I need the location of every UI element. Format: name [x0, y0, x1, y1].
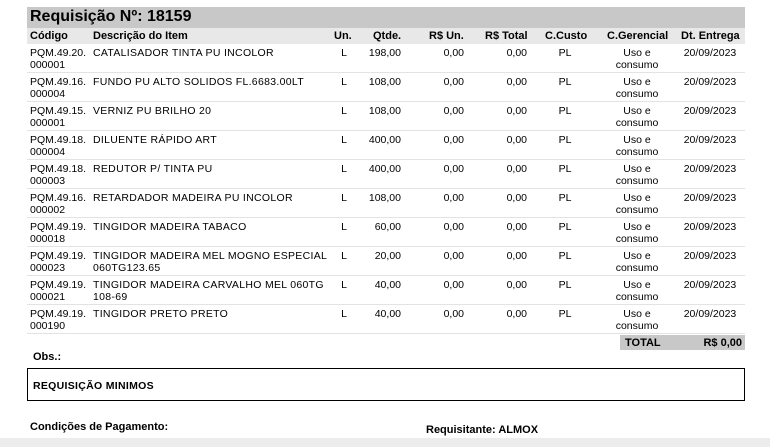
- cell-qtde: 40,00: [374, 279, 401, 291]
- cell-qtde: 108,00: [368, 76, 401, 88]
- cell-descricao: CATALISADOR TINTA PU INCOLOR: [93, 47, 274, 59]
- obs-box: [27, 368, 745, 401]
- cell-qtde: 400,00: [368, 134, 401, 146]
- cell-rs-total: 0,00: [506, 250, 527, 262]
- total-label: TOTAL: [625, 337, 661, 349]
- table-row: [27, 102, 745, 131]
- cell-un: L: [341, 105, 347, 117]
- table-row: [27, 44, 745, 73]
- cell-codigo: PQM.49.19.000190: [30, 308, 87, 332]
- cell-codigo: PQM.49.16.000004: [30, 76, 87, 100]
- cell-c-gerencial: Uso e consumo: [615, 192, 659, 216]
- cell-rs-total: 0,00: [506, 105, 527, 117]
- cell-c-gerencial: Uso e consumo: [615, 163, 659, 187]
- cell-c-gerencial: Uso e consumo: [615, 221, 659, 245]
- cell-c-gerencial: Uso e consumo: [615, 47, 659, 71]
- cell-rs-total: 0,00: [506, 192, 527, 204]
- cell-rs-total: 0,00: [506, 134, 527, 146]
- cell-un: L: [341, 134, 347, 146]
- cell-c-custo: PL: [558, 105, 572, 117]
- cell-un: L: [341, 279, 347, 291]
- cell-un: L: [341, 47, 347, 59]
- cell-c-custo: PL: [558, 163, 572, 175]
- cell-c-custo: PL: [558, 250, 572, 262]
- cell-descricao: TINGIDOR MADEIRA MEL MOGNO ESPECIAL 060TG123.65: [93, 250, 327, 274]
- cell-rs-total: 0,00: [506, 279, 527, 291]
- cell-un: L: [341, 163, 347, 175]
- col-header-dt-entrega: Dt. Entrega: [681, 30, 740, 42]
- cell-c-custo: PL: [558, 47, 572, 59]
- cell-rs-total: 0,00: [506, 221, 527, 233]
- cell-rs-un: 0,00: [443, 250, 464, 262]
- obs-text: REQUISIÇÃO MINIMOS: [33, 380, 154, 392]
- cell-codigo: PQM.49.18.000004: [30, 134, 87, 158]
- total-bar: [620, 335, 745, 350]
- cell-dt-entrega: 20/09/2023: [683, 47, 737, 59]
- cell-rs-un: 0,00: [443, 105, 464, 117]
- cell-codigo: PQM.49.15.000001: [30, 105, 87, 129]
- payment-conditions-label: Condições de Pagamento:: [30, 421, 169, 433]
- cell-rs-un: 0,00: [443, 47, 464, 59]
- cell-c-custo: PL: [558, 192, 572, 204]
- cell-dt-entrega: 20/09/2023: [683, 250, 737, 262]
- cell-c-gerencial: Uso e consumo: [615, 279, 659, 303]
- table-row: [27, 131, 745, 160]
- table-row: [27, 73, 745, 102]
- table-row: [27, 247, 745, 276]
- cell-codigo: PQM.49.18.000003: [30, 163, 87, 187]
- cell-dt-entrega: 20/09/2023: [683, 308, 737, 320]
- cell-qtde: 40,00: [374, 308, 401, 320]
- cell-descricao: FUNDO PU ALTO SOLIDOS FL.6683.00LT: [93, 76, 304, 88]
- cell-c-gerencial: Uso e consumo: [615, 134, 659, 158]
- cell-qtde: 400,00: [368, 163, 401, 175]
- bottom-strip: [0, 438, 770, 447]
- cell-c-custo: PL: [558, 76, 572, 88]
- cell-qtde: 20,00: [374, 250, 401, 262]
- cell-c-custo: PL: [558, 308, 572, 320]
- cell-dt-entrega: 20/09/2023: [683, 134, 737, 146]
- cell-un: L: [341, 221, 347, 233]
- cell-descricao: TINGIDOR MADEIRA TABACO: [93, 221, 247, 233]
- cell-rs-un: 0,00: [443, 221, 464, 233]
- col-header-codigo: Código: [30, 30, 68, 42]
- col-header-c-gerencial: C.Gerencial: [607, 30, 669, 42]
- cell-descricao: TINGIDOR PRETO PRETO: [93, 308, 229, 320]
- cell-codigo: PQM.49.20.000001: [30, 47, 87, 71]
- col-header-rs-total: R$ Total: [485, 30, 528, 42]
- cell-c-gerencial: Uso e consumo: [615, 250, 659, 274]
- requester: Requisitante: ALMOX: [426, 424, 539, 436]
- cell-c-gerencial: Uso e consumo: [615, 105, 659, 129]
- table-row: [27, 305, 745, 334]
- total-value: R$ 0,00: [703, 337, 742, 349]
- cell-rs-un: 0,00: [443, 279, 464, 291]
- cell-un: L: [341, 192, 347, 204]
- cell-dt-entrega: 20/09/2023: [683, 221, 737, 233]
- cell-rs-un: 0,00: [443, 192, 464, 204]
- cell-c-custo: PL: [558, 221, 572, 233]
- col-header-un: Un.: [334, 30, 352, 42]
- cell-qtde: 198,00: [368, 47, 401, 59]
- cell-un: L: [341, 76, 347, 88]
- table-row: [27, 189, 745, 218]
- cell-dt-entrega: 20/09/2023: [683, 105, 737, 117]
- cell-c-custo: PL: [558, 134, 572, 146]
- cell-rs-total: 0,00: [506, 47, 527, 59]
- page-title: Requisição Nº: 18159: [30, 8, 192, 25]
- table-header: [27, 28, 745, 44]
- cell-c-gerencial: Uso e consumo: [615, 308, 659, 332]
- cell-rs-total: 0,00: [506, 76, 527, 88]
- cell-c-custo: PL: [558, 279, 572, 291]
- cell-descricao: DILUENTE RÁPIDO ART: [93, 134, 217, 146]
- cell-qtde: 60,00: [374, 221, 401, 233]
- cell-dt-entrega: 20/09/2023: [683, 192, 737, 204]
- cell-rs-total: 0,00: [506, 308, 527, 320]
- col-header-descricao: Descrição do Item: [93, 30, 188, 42]
- cell-qtde: 108,00: [368, 192, 401, 204]
- cell-codigo: PQM.49.19.000021: [30, 279, 87, 303]
- cell-dt-entrega: 20/09/2023: [683, 279, 737, 291]
- cell-descricao: REDUTOR P/ TINTA PU: [93, 163, 213, 175]
- cell-qtde: 108,00: [368, 105, 401, 117]
- cell-c-gerencial: Uso e consumo: [615, 76, 659, 100]
- cell-rs-total: 0,00: [506, 163, 527, 175]
- cell-rs-un: 0,00: [443, 163, 464, 175]
- cell-rs-un: 0,00: [443, 134, 464, 146]
- cell-un: L: [341, 250, 347, 262]
- cell-codigo: PQM.49.16.000002: [30, 192, 87, 216]
- cell-rs-un: 0,00: [443, 308, 464, 320]
- title-bar: [27, 7, 745, 28]
- cell-rs-un: 0,00: [443, 76, 464, 88]
- col-header-rs-un: R$ Un.: [429, 30, 464, 42]
- col-header-qtde: Qtde.: [373, 30, 402, 42]
- cell-un: L: [341, 308, 347, 320]
- cell-dt-entrega: 20/09/2023: [683, 76, 737, 88]
- obs-label: Obs.:: [33, 351, 62, 363]
- col-header-c-custo: C.Custo: [545, 30, 588, 42]
- cell-descricao: RETARDADOR MADEIRA PU INCOLOR: [93, 192, 293, 204]
- table-row: [27, 276, 745, 305]
- cell-codigo: PQM.49.19.000023: [30, 250, 87, 274]
- table-row: [27, 218, 745, 247]
- cell-descricao: TINGIDOR MADEIRA CARVALHO MEL 060TG 108-69: [93, 279, 324, 303]
- cell-dt-entrega: 20/09/2023: [683, 163, 737, 175]
- table-row: [27, 160, 745, 189]
- cell-codigo: PQM.49.19.000018: [30, 221, 87, 245]
- cell-descricao: VERNIZ PU BRILHO 20: [93, 105, 212, 117]
